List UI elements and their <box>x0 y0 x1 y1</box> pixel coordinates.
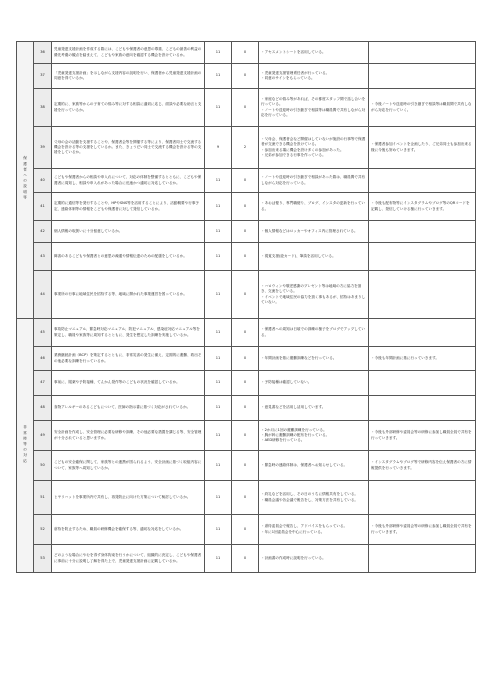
table-row <box>17 64 476 89</box>
effort-text: ・家庭などの悩み等があれば、その都度スタッフ間で話し合いを行っている。 ・ノートや送迎時の引き継ぎで相談等は職員間で共有しながら対応を行っている。 <box>259 89 369 127</box>
evaluation-item: 事業所の行事に地域住民を招待する等、地域に開かれた事業運営を図っているか。 <box>52 271 205 319</box>
evaluation-item: 児童発達支援計画を作成する際には、こどもや保護者の意思の尊重、こどもの最善の利益の優先考慮の観点を踏まえて、こどもや家族の意向を確認する機会を設けているか。 <box>52 42 205 64</box>
row-number: 48 <box>34 396 52 421</box>
category-label: 保護者への説明等 <box>23 156 28 202</box>
improvement-plan-text: ・今後も年間計画に基に行っていきます。 <box>369 347 476 371</box>
evaluation-item: 業務継続計画（BCP）を策定するとともに、非常災害の発生に備え、定期的に避難、救出その他必要な訓練を行っているか。 <box>52 347 205 371</box>
effort-text: ・児童発達支援管理責任者が行っている。 ・同意のサインをもらっている。 <box>259 64 369 89</box>
category-label: 非常時等の対応 <box>23 424 28 464</box>
evaluation-item: 事故防止マニュアル、緊急時対応マニュアル、防犯マニュアル、感染症対応マニュアル等を策定し、職員や家族等に周知するとともに、発生を想定した訓練を実施しているか。 <box>52 319 205 347</box>
evaluation-item: 定期的に通信等を発行することや、HPやSNS等を活用することにより、活動概要や行事予定、連絡体制等の情報をこどもや保護者に対して発信しているか。 <box>52 193 205 221</box>
evaluation-item: 父母の会の活動を支援することや、保護者会等を開催する等により、保護者同士で交流する機会を設ける等の支援をしているか。また、きょうだい同士で交流する機会を設ける等の支援をしているか。 <box>52 127 205 169</box>
table-row <box>17 481 476 515</box>
effort-text: ・ハロウィンや敬老感謝のプレゼント等は地域の方に協力を頂き、交流をしている。 ・イベントで地域住民の協力を頂く事もあるが、招待はあまりしていない。 <box>259 271 369 319</box>
table-row <box>17 396 476 421</box>
no-count: 0 <box>232 396 259 421</box>
no-count: 0 <box>232 371 259 396</box>
yes-count: 11 <box>205 169 232 193</box>
no-count: 0 <box>232 169 259 193</box>
no-count: 0 <box>232 271 259 319</box>
table-row <box>17 347 476 371</box>
table-row <box>17 243 476 271</box>
yes-count: 11 <box>205 481 232 515</box>
table-row <box>17 421 476 451</box>
evaluation-item: こどもや保護者からの相談や申入れについて、対応の体制を整備するとともに、こどもや保護者に周知し、相談や申入れがあった場合に迅速かつ適切に対応しているか。 <box>52 169 205 193</box>
yes-count: 11 <box>205 42 232 64</box>
no-count: 0 <box>232 451 259 481</box>
improvement-plan-text: ・保護者参加イベントを企画したり、ご兄弟同士も参加出来る様に今後も努めていきます。 <box>369 127 476 169</box>
no-count: 0 <box>232 42 259 64</box>
row-number: 45 <box>34 319 52 347</box>
no-count: 0 <box>232 421 259 451</box>
table-row <box>17 271 476 319</box>
table-row <box>17 221 476 243</box>
yes-count: 11 <box>205 64 232 89</box>
evaluation-item: 安全計画を作成し、安全管理に必要な研修や訓練、その他必要な措置を講じる等、安全管理が十分されていると思いますか。 <box>52 421 205 451</box>
table-row <box>17 193 476 221</box>
effort-text: ・アセスメントシートを活用している。 <box>259 42 369 64</box>
effort-text: ・終礼などを活用し、その日のうちに情報共有をしている。 ・職員会議や各会議で報告をし、対策方法を共有している。 <box>259 481 369 515</box>
table-row <box>17 515 476 545</box>
effort-text: ・年間計画を基に避難訓練などを行っている。 <box>259 347 369 371</box>
no-count: 0 <box>232 64 259 89</box>
yes-count: 11 <box>205 371 232 396</box>
table-row <box>17 451 476 481</box>
yes-count: 11 <box>205 545 232 573</box>
evaluation-item: こどもの安全確保に関して、家族等との連携が図られるよう、安全計画に基づく取組内容について、家族等へ周知しているか。 <box>52 451 205 481</box>
evaluation-table <box>16 41 476 573</box>
evaluation-item: 障害のあるこどもや保護者との意思の疎通や情報伝達のための配慮をしているか。 <box>52 243 205 271</box>
yes-count: 11 <box>205 271 232 319</box>
row-number: 38 <box>34 89 52 127</box>
row-number: 44 <box>34 271 52 319</box>
yes-count: 9 <box>205 127 232 169</box>
effort-text: ・父母会、保護者会など開催はしていないが施設の行事等で保護者が交流できる機会を設けている。 ・参加出来る場に機会を設け多くの参加があった。 ・兄弟が参加できる行事を作っている。 <box>259 127 369 169</box>
no-count: 0 <box>232 243 259 271</box>
improvement-plan-text: ・今後ノートや送迎時の引き継ぎで相談等は職員間で共有しながら対応を行っていく。 <box>369 89 476 127</box>
yes-count: 11 <box>205 221 232 243</box>
row-number: 40 <box>34 169 52 193</box>
row-number: 41 <box>34 193 52 221</box>
row-number: 50 <box>34 451 52 481</box>
table-row <box>17 127 476 169</box>
evaluation-item: 「児童発達支援計画」を示しながら支援内容の説明を行い、保護者から児童発達支援計画の同意を得ているか。 <box>52 64 205 89</box>
improvement-plan-text <box>369 64 476 89</box>
improvement-plan-text <box>369 42 476 64</box>
no-count: 0 <box>232 193 259 221</box>
effort-text: ・個人情報などはロッカーやオフィス内に管理されている。 <box>259 221 369 243</box>
improvement-plan-text <box>369 169 476 193</box>
effort-text: ・あおば便り、専門職便り、ブログ、インスタの更新を行っている。 <box>259 193 369 221</box>
no-count: 0 <box>232 347 259 371</box>
yes-count: 11 <box>205 89 232 127</box>
row-number: 51 <box>34 481 52 515</box>
improvement-plan-text: ・今後も配布物等にインスタグラムやブログ等のQRコードを記載し、発信していける様に行っていきます。 <box>369 193 476 221</box>
improvement-plan-text <box>369 221 476 243</box>
yes-count: 11 <box>205 396 232 421</box>
effort-text: ・虐待委員会で報告し、アドバイスをもらっている。 ・年に1回委員会を中心に行っている。 <box>259 515 369 545</box>
no-count: 0 <box>232 89 259 127</box>
table-row <box>17 371 476 396</box>
improvement-plan-text <box>369 396 476 421</box>
effort-text: ・ノートや送迎時の引き継ぎで相談があった際は、職員間で共有しながら対応を行っている。 <box>259 169 369 193</box>
evaluation-item: 定期的に、家族等からの子育ての悩み等に対する相談に適切に応じ、面談や必要な助言と支援を行っているか。 <box>52 89 205 127</box>
no-count: 0 <box>232 319 259 347</box>
improvement-plan-text <box>369 319 476 347</box>
row-number: 46 <box>34 347 52 371</box>
row-number: 53 <box>34 545 52 573</box>
evaluation-item: 食物アレルギーのあるこどもについて、医師の指示書に基づく対応がされているか。 <box>52 396 205 421</box>
effort-text: ・保護者への周知は日頃での訓練の様子をブログでアップしている。 <box>259 319 369 347</box>
effort-text: ・緊急時の連絡体制は、保護者へお知らせしている。 <box>259 451 369 481</box>
no-count: 0 <box>232 481 259 515</box>
table-row <box>17 42 476 64</box>
improvement-plan-text <box>369 481 476 515</box>
row-number: 43 <box>34 243 52 271</box>
effort-text: ・計画書の作成時に説明を行っている。 <box>259 545 369 573</box>
yes-count: 11 <box>205 421 232 451</box>
evaluation-item: 個人情報の取扱いに十分留意しているか。 <box>52 221 205 243</box>
no-count: 0 <box>232 545 259 573</box>
category-cell-explanation <box>17 42 34 319</box>
no-count: 0 <box>232 515 259 545</box>
table-row <box>17 319 476 347</box>
improvement-plan-text <box>369 243 476 271</box>
effort-text: ・2か月に1回の避難訓練を行っている。 ・胸が幹に避難訓練の配布を行っている。 ・AED研修を行っている。 <box>259 421 369 451</box>
yes-count: 11 <box>205 347 232 371</box>
yes-count: 11 <box>205 451 232 481</box>
effort-text: ・視覚支援(絵カード)、筆談を活用している。 <box>259 243 369 271</box>
effort-text: ・予防接種は確認していない。 <box>259 371 369 396</box>
row-number: 49 <box>34 421 52 451</box>
row-number: 36 <box>34 42 52 64</box>
improvement-plan-text <box>369 545 476 573</box>
table-row <box>17 169 476 193</box>
row-number: 47 <box>34 371 52 396</box>
effort-text: ・意見書などを活用し活用しています。 <box>259 396 369 421</box>
improvement-plan-text: ・インスタグラムやブログ等で研修内容を伝え保護者の方に情報提供を行っていきます。 <box>369 451 476 481</box>
row-number: 42 <box>34 221 52 243</box>
yes-count: 11 <box>205 319 232 347</box>
table-row <box>17 545 476 573</box>
row-number: 52 <box>34 515 52 545</box>
no-count: 2 <box>232 127 259 169</box>
row-number: 39 <box>34 127 52 169</box>
yes-count: 11 <box>205 243 232 271</box>
improvement-plan-text <box>369 271 476 319</box>
evaluation-item: ヒヤリハットを事業所内で共有し、再発防止に向けた方策について検討しているか。 <box>52 481 205 515</box>
improvement-plan-text: ・今後も外部研修や委員会等の研修に参加し職員全員で共有を行っていきます。 <box>369 515 476 545</box>
evaluation-item: 事前に、服薬や予防接種、てんかん発作等のこどもの状況を確認しているか。 <box>52 371 205 396</box>
evaluation-item: 虐待を防止するため、職員の研修機会を確保する等、適切な対応をしているか。 <box>52 515 205 545</box>
no-count: 0 <box>232 221 259 243</box>
improvement-plan-text: ・今後も外部研修や委員会等の研修に参加し職員全員で共有を行っていきます。 <box>369 421 476 451</box>
row-number: 37 <box>34 64 52 89</box>
improvement-plan-text <box>369 371 476 396</box>
category-cell-emergency <box>17 319 34 573</box>
yes-count: 11 <box>205 193 232 221</box>
yes-count: 11 <box>205 515 232 545</box>
evaluation-item: どのような場合にやむを得ず身体拘束を行うかについて、組織的に決定し、こどもや保護者に事前に十分に説明し了解を得た上で、児童発達支援計画に記載しているか。 <box>52 545 205 573</box>
table-row <box>17 89 476 127</box>
